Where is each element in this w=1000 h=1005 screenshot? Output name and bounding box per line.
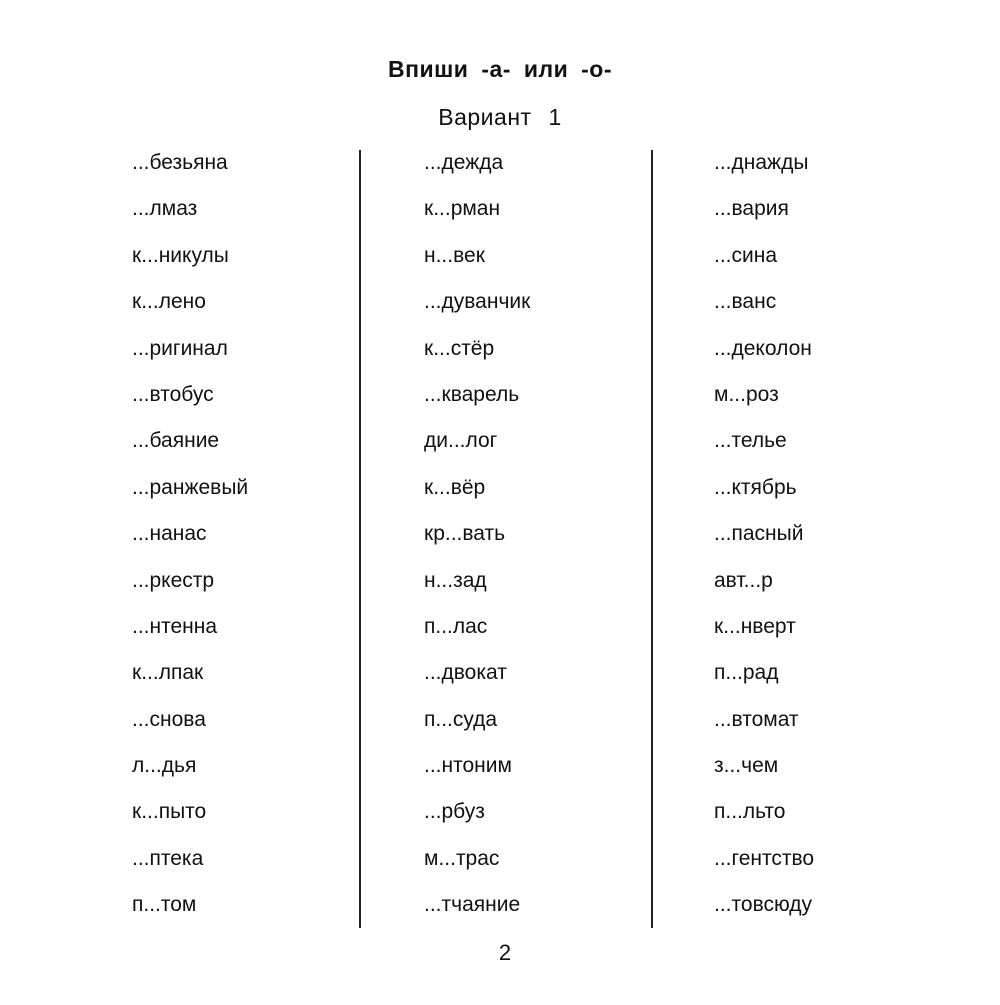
- word-item: ...тчаяние: [424, 893, 521, 917]
- word-item: к...стёр: [424, 336, 495, 360]
- word-item: ...телье: [714, 429, 787, 453]
- word-item: ...дуванчик: [424, 290, 531, 314]
- variant-label: Вариант 1: [438, 104, 562, 130]
- word-item: ...кварель: [424, 382, 520, 406]
- column-divider: [651, 150, 653, 928]
- word-item: м...роз: [714, 382, 779, 406]
- word-item: ...нтоним: [424, 754, 512, 778]
- word-column-3: [714, 148, 934, 937]
- word-item: ...втомат: [714, 707, 799, 731]
- word-item: ...товсюду: [714, 893, 813, 917]
- word-item: з...чем: [714, 754, 779, 778]
- word-item: ...сина: [714, 243, 778, 267]
- word-item: ...нтенна: [132, 614, 218, 638]
- word-item: к...лпак: [132, 661, 204, 685]
- word-item: п...рад: [714, 661, 779, 685]
- word-column-1: [132, 148, 352, 937]
- word-item: ...гентство: [714, 846, 815, 870]
- word-item: к...лено: [132, 290, 206, 314]
- word-item: ...ктябрь: [714, 475, 797, 499]
- word-item: ...лмаз: [132, 197, 198, 221]
- word-item: к...рман: [424, 197, 501, 221]
- word-item: н...зад: [424, 568, 487, 592]
- word-item: ...ркестр: [132, 568, 215, 592]
- word-item: ...пасный: [714, 522, 804, 546]
- word-item: п...лас: [424, 614, 488, 638]
- word-item: ...вария: [714, 197, 789, 221]
- word-item: ...дежда: [424, 151, 504, 174]
- word-item: к...никулы: [132, 243, 229, 267]
- word-item: ...рбуз: [424, 800, 485, 824]
- word-item: ...днажды: [714, 151, 809, 174]
- word-item: м...трас: [424, 846, 500, 870]
- word-item: ...безьяна: [132, 151, 228, 174]
- word-item: ...втобус: [132, 382, 214, 406]
- word-item: ...деколон: [714, 336, 812, 360]
- word-item: ...ванс: [714, 290, 777, 314]
- word-item: ...нанас: [132, 522, 207, 546]
- word-item: ди...лог: [424, 429, 498, 453]
- word-item: авт...р: [714, 568, 773, 592]
- word-item: к...пыто: [132, 800, 207, 824]
- word-item: п...льто: [714, 800, 786, 824]
- word-item: н...век: [424, 243, 485, 267]
- word-item: ...птека: [132, 846, 204, 870]
- word-item: ...снова: [132, 707, 206, 731]
- word-item: ...ригинал: [132, 336, 228, 360]
- word-item: к...нверт: [714, 614, 796, 638]
- word-item: кр...вать: [424, 522, 506, 546]
- worksheet-title: Впиши -а- или -о-: [388, 56, 612, 82]
- word-column-2: [424, 148, 644, 937]
- word-item: ...двокат: [424, 661, 507, 685]
- page-number: 2: [498, 940, 512, 965]
- word-item: п...том: [132, 893, 197, 917]
- column-divider: [359, 150, 361, 928]
- word-item: п...суда: [424, 707, 498, 731]
- word-item: ...баяние: [132, 429, 220, 453]
- word-item: к...вёр: [424, 475, 486, 499]
- word-item: ...ранжевый: [132, 475, 249, 499]
- word-item: л...дья: [132, 754, 197, 778]
